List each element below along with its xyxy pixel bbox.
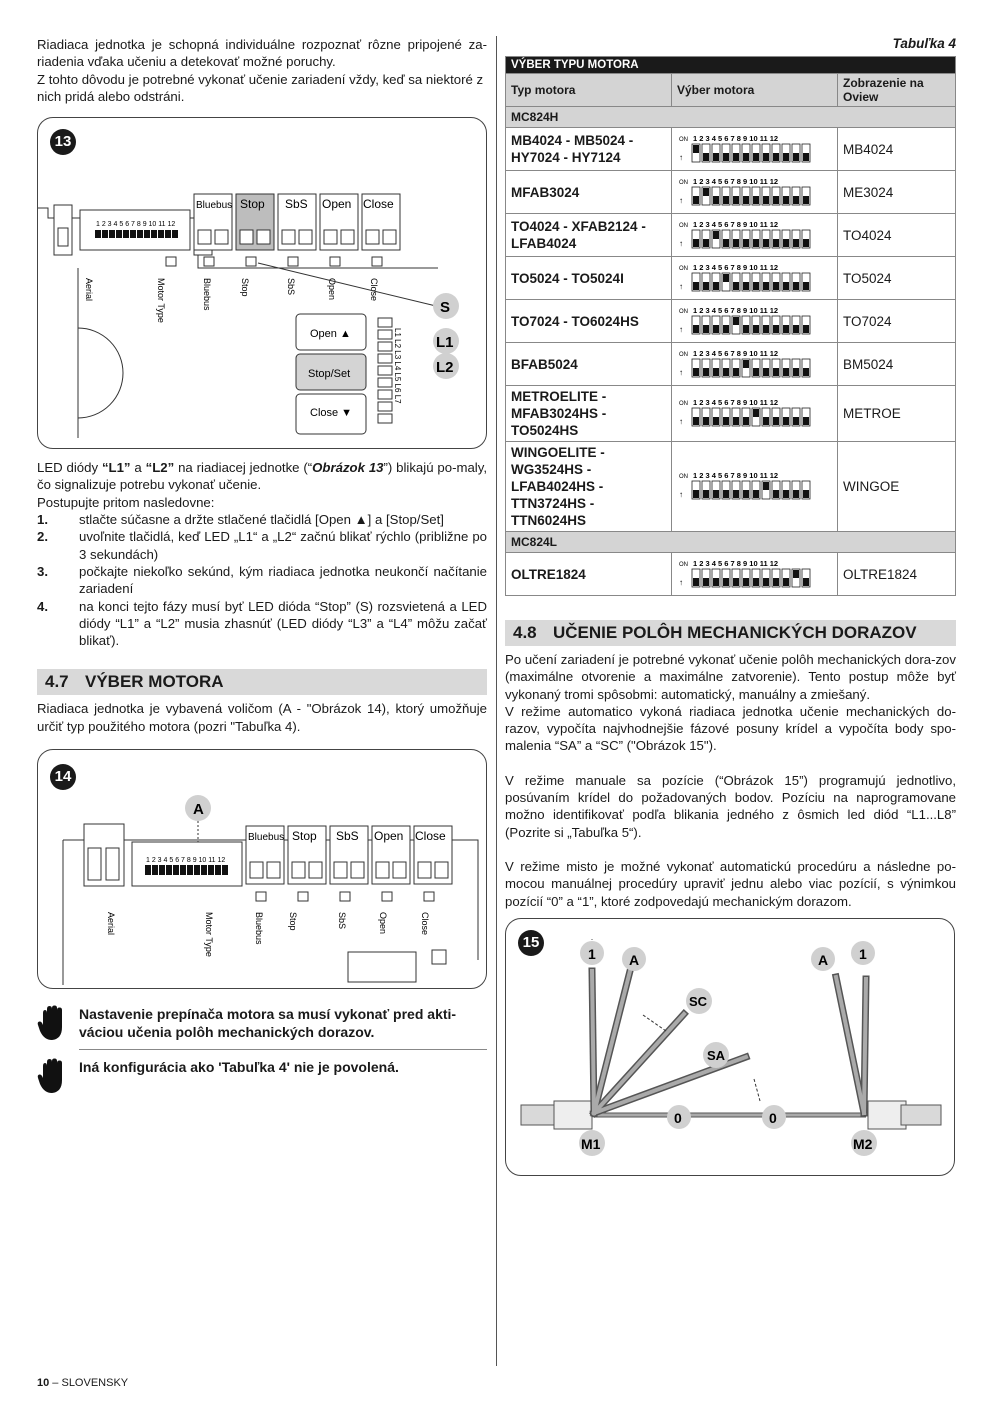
table-header-display: Zobrazenie na Oview <box>838 74 956 107</box>
table-row <box>506 300 956 343</box>
fig13-terminal-sbs: SbS <box>285 197 308 212</box>
dip-switch-knob <box>723 578 729 586</box>
figure-14-number: 14 <box>50 764 76 790</box>
dip-switch-knob <box>773 325 779 333</box>
dip-switch-knob <box>803 578 809 586</box>
oview-display-cell: TO5024 <box>838 257 956 300</box>
page-number: 10 <box>37 1377 50 1389</box>
table-group-row <box>506 532 956 553</box>
dip-switch-cell <box>672 128 838 171</box>
fig13-label-open: Open <box>327 278 337 301</box>
dip-switch-knob <box>693 325 699 333</box>
dip-switch-knob <box>763 578 769 586</box>
dip-switch-knob <box>713 490 719 498</box>
dip-switch-cell <box>672 553 838 596</box>
dip-switch-knob <box>773 196 779 204</box>
dip-numbers: 1 2 3 4 5 6 7 8 9 10 11 12 <box>693 262 779 272</box>
fig13-label-sbs: SbS <box>286 278 296 296</box>
figure-15-drawing <box>506 919 954 1175</box>
dip-switch-knob <box>763 196 769 204</box>
dip-switch-knob <box>753 239 759 247</box>
led-text-l2: “L2” <box>145 460 175 476</box>
fig13-callout-s: S <box>440 299 451 317</box>
dip-switch-knob <box>733 578 739 586</box>
column-divider <box>496 36 497 1366</box>
dip-switch-knob <box>713 368 719 376</box>
dip-switch-knob <box>763 239 769 247</box>
fig13-button-close: Close ▼ <box>310 407 353 420</box>
fig14-label-bluebus: Bluebus <box>254 912 264 945</box>
dip-switch-knob <box>733 153 739 161</box>
dip-switch-knob <box>773 239 779 247</box>
figure-14-drawing <box>38 750 486 988</box>
dip-numbers: 1 2 3 4 5 6 7 8 9 10 11 12 <box>693 305 779 315</box>
dip-switch-knob <box>773 153 779 161</box>
dip-switch-knob <box>693 239 699 247</box>
dip-switch-knob <box>783 325 789 333</box>
dip-arrow-icon: ↑ <box>679 238 683 248</box>
dip-on-label: ON <box>679 474 688 480</box>
step-item: 2. uvoľnite tlačidlá, keď LED „L1“ a „L2“ začnú blikať rýchlo (približne po 3 sekundách) <box>37 529 487 562</box>
warning-divider <box>79 1049 487 1050</box>
fig14-label-open: Open <box>378 912 388 935</box>
dip-switch-knob <box>693 282 699 290</box>
dip-switch-knob <box>753 578 759 586</box>
dip-switch-diagram <box>677 347 827 379</box>
fig14-label-close: Close <box>420 912 430 936</box>
fig13-terminal-bluebus: Bluebus <box>196 200 233 212</box>
figure-13-drawing <box>38 118 486 448</box>
step-item: 3. počkajte niekoľko sekúnd, kým riadiaca jednotka neukončí načítanie zariadení <box>37 563 487 597</box>
dip-switch-knob <box>743 282 749 290</box>
page-footer <box>37 1377 128 1389</box>
fig13-callout-l2: L2 <box>436 359 454 377</box>
dip-switch-knob <box>733 490 739 498</box>
fig13-terminal-close: Close <box>363 197 394 212</box>
dip-switch-cell <box>672 171 838 214</box>
dip-switch-cell <box>672 386 838 442</box>
oview-display-cell: WINGOE <box>838 442 956 532</box>
dip-numbers: 1 2 3 4 5 6 7 8 9 10 11 12 <box>693 176 779 186</box>
fig15-label-m1: M1 <box>581 1135 601 1152</box>
dip-switch-knob <box>773 578 779 586</box>
fig13-label-motor-type: Motor Type <box>156 278 166 324</box>
dip-switch-knob <box>703 239 709 247</box>
section-4-8-p3: V režime manuale sa pozície (“Obrázok 15”) programujú jednotlivo, posúvaním krídel do požadovaných bodov. Pozíciu na naprogramovane možno identifikovať podľa blikania jedného z ôsmich led diód “L1...L8” (Pozrite si „Tabuľka 5“). <box>505 772 956 840</box>
dip-switch-knob <box>753 153 759 161</box>
hand-stop-icon <box>37 1005 69 1041</box>
dip-switch-knob <box>713 325 719 333</box>
dip-switch-knob <box>783 490 789 498</box>
dip-switch-knob <box>773 368 779 376</box>
table-caption: VÝBER TYPU MOTORA <box>506 57 956 74</box>
oview-display-cell: METROE <box>838 386 956 442</box>
hand-stop-icon <box>37 1058 69 1094</box>
dip-switch-knob <box>803 490 809 498</box>
dip-switch-knob <box>703 325 709 333</box>
led-text-mid: na riadiacej jednotke (“ <box>174 460 313 476</box>
dip-on-label: ON <box>679 401 688 407</box>
proceed-text: Postupujte pritom nasledovne: <box>37 494 215 510</box>
dip-switch-knob <box>803 417 809 425</box>
dip-switch-cell <box>672 257 838 300</box>
dip-on-label: ON <box>679 265 688 272</box>
motor-type-cell: OLTRE1824 <box>506 553 672 596</box>
fig14-label-motor-type: Motor Type <box>204 912 214 957</box>
fig13-dip-numbers: 1 2 3 4 5 6 7 8 9 10 11 12 <box>96 221 176 229</box>
dip-switch-cell <box>672 214 838 257</box>
table-header-selection: Výber motora <box>672 74 838 107</box>
warning-2 <box>37 1058 487 1094</box>
fig13-label-bluebus: Bluebus <box>202 278 212 311</box>
dip-switch-knob <box>753 196 759 204</box>
dip-switch-knob <box>803 282 809 290</box>
dip-switch-knob <box>773 282 779 290</box>
dip-switch-diagram <box>677 218 827 250</box>
dip-numbers: 1 2 3 4 5 6 7 8 9 10 11 12 <box>693 398 779 407</box>
warning-1 <box>37 1005 487 1041</box>
dip-switch-knob <box>793 325 799 333</box>
dip-switch-knob <box>743 239 749 247</box>
dip-switch-knob <box>743 578 749 586</box>
oview-display-cell: BM5024 <box>838 343 956 386</box>
section-4-8-p1: Po učení zariadení je potrebné vykonať učenie polôh mechanických dora-zov (maximálne otvorenie a maximálne zatvorenie). Tento postup môže byť vykonaný tromi spôsobmi: automatický, manuálny a zmiešaný. <box>505 652 956 702</box>
fig13-label-stop: Stop <box>240 278 250 297</box>
step-item: 1. stlačte súčasne a držte stlačené tlačidlá [Open ▲] a [Stop/Set] <box>37 512 444 528</box>
dip-switch-knob <box>783 417 789 425</box>
dip-switch-knob <box>753 409 759 417</box>
figure-13 <box>37 117 487 449</box>
motor-table <box>505 56 956 596</box>
dip-arrow-icon: ↑ <box>679 324 683 334</box>
dip-switch-knob <box>723 274 729 282</box>
dip-switch-knob <box>763 368 769 376</box>
dip-switch-knob <box>773 490 779 498</box>
dip-switch-knob <box>793 196 799 204</box>
section-4-8-p4: V režime misto je možné vykonať automatickú procedúru a následne po-mocou manuálnej procedúry upraviť jednu alebo viac pozícií, s výnimkou pozícií “0” a “1”, ktoré zodpovedajú mechanickým dorazom. <box>505 858 956 909</box>
dip-switch-knob <box>733 317 739 325</box>
dip-switch-knob <box>693 145 699 153</box>
dip-switch-knob <box>773 417 779 425</box>
dip-switch-knob <box>763 325 769 333</box>
dip-switch-knob <box>703 490 709 498</box>
table-header-type: Typ motora <box>506 74 672 107</box>
dip-switch-knob <box>743 417 749 425</box>
figure-14 <box>37 749 487 989</box>
dip-switch-knob <box>723 325 729 333</box>
dip-switch-knob <box>753 325 759 333</box>
dip-switch-knob <box>783 239 789 247</box>
dip-switch-knob <box>713 417 719 425</box>
table-row <box>506 386 956 442</box>
dip-switch-knob <box>723 239 729 247</box>
fig14-terminal-sbs: SbS <box>336 829 359 844</box>
dip-switch-knob <box>733 282 739 290</box>
led-text-pre: LED diódy <box>37 460 102 476</box>
dip-numbers: 1 2 3 4 5 6 7 8 9 10 11 12 <box>693 558 779 568</box>
dip-switch-knob <box>733 239 739 247</box>
dip-switch-knob <box>743 360 749 368</box>
dip-numbers: 1 2 3 4 5 6 7 8 9 10 11 12 <box>693 133 779 143</box>
dip-switch-knob <box>713 231 719 239</box>
dip-switch-knob <box>783 578 789 586</box>
dip-switch-knob <box>793 282 799 290</box>
dip-arrow-icon: ↑ <box>679 490 683 499</box>
fig13-label-close: Close <box>369 278 379 302</box>
fig14-dip-numbers: 1 2 3 4 5 6 7 8 9 10 11 12 <box>146 857 226 865</box>
motor-type-cell: WINGOELITE - WG3524HS - LFAB4024HS - TTN3724HS - TTN6024HS <box>506 442 672 532</box>
warning-1-text: Nastavenie prepínača motora sa musí vykonať pred akti-váciou učenia polôh mechanických dorazov. <box>79 1006 457 1041</box>
dip-switch-knob <box>763 282 769 290</box>
dip-switch-knob <box>763 417 769 425</box>
dip-arrow-icon: ↑ <box>679 152 683 162</box>
dip-on-label: ON <box>679 351 688 358</box>
dip-arrow-icon: ↑ <box>679 417 683 426</box>
fig13-button-open: Open ▲ <box>310 328 351 341</box>
fig13-terminal-open: Open <box>322 197 352 212</box>
dip-switch-knob <box>693 578 699 586</box>
motor-type-cell: METROELITE - MFAB3024HS - TO5024HS <box>506 386 672 442</box>
fig14-terminal-close: Close <box>415 829 446 844</box>
dip-switch-knob <box>803 368 809 376</box>
section-4-8-p2: V režime automatico vykoná riadiaca jednotka učenie mechanických do-razov, vypočíta najvhodnejšie fázové posuny krídel a vypočíta body spo-malenia “SA” a “SC” ("Obrázok 15"). <box>505 703 956 754</box>
dip-switch-diagram <box>677 175 827 207</box>
dip-switch-knob <box>703 417 709 425</box>
fig14-label-sbs: SbS <box>337 912 347 930</box>
dip-switch-knob <box>703 153 709 161</box>
motor-type-cell: TO7024 - TO6024HS <box>506 300 672 343</box>
fig14-label-stop: Stop <box>288 912 298 931</box>
dip-switch-knob <box>733 196 739 204</box>
oview-display-cell: TO7024 <box>838 300 956 343</box>
dip-arrow-icon: ↑ <box>679 577 683 587</box>
fig15-label-m2: M2 <box>853 1135 873 1152</box>
led-text-post: ”) blikajú po-maly, čo signalizuje potrebu vykonať učenie. <box>37 460 488 493</box>
left-column <box>37 36 487 1094</box>
dip-switch-knob <box>703 368 709 376</box>
fig14-terminal-open: Open <box>374 829 404 844</box>
fig15-label-sc: SC <box>689 993 708 1009</box>
steps-list <box>37 511 487 649</box>
dip-switch-diagram <box>677 304 827 336</box>
fig13-callout-l1: L1 <box>436 334 454 352</box>
intro-paragraph-2: Z tohto dôvodu je potrebné vykonať učenie zariadení vždy, keď sa niektoré z nich pridá alebo odstráni. <box>37 71 484 104</box>
oview-display-cell: MB4024 <box>838 128 956 171</box>
dip-switch-knob <box>803 239 809 247</box>
dip-arrow-icon: ↑ <box>679 367 683 377</box>
fig15-label-sa: SA <box>707 1047 726 1063</box>
dip-switch-knob <box>723 417 729 425</box>
figure-13-number: 13 <box>50 129 76 155</box>
fig15-label-1-right: 1 <box>859 945 867 962</box>
oview-display-cell: TO4024 <box>838 214 956 257</box>
footer-language: – SLOVENSKY <box>49 1377 129 1389</box>
table-row <box>506 442 956 532</box>
dip-switch-knob <box>723 368 729 376</box>
dip-switch-knob <box>733 368 739 376</box>
fig14-callout-a: A <box>193 801 204 819</box>
dip-switch-knob <box>693 490 699 498</box>
dip-switch-knob <box>723 196 729 204</box>
dip-switch-knob <box>703 578 709 586</box>
dip-switch-knob <box>803 196 809 204</box>
fig13-led-labels: L1 L2 L3 L4 L5 L6 L7 <box>393 328 402 404</box>
intro-paragraph-1: Riadiaca jednotka je schopná individuálne rozpoznať rôzne pripojené za-riadenia vďaka učeniu a detekovať možné poruchy. <box>37 37 487 70</box>
dip-switch-knob <box>733 417 739 425</box>
motor-type-cell: BFAB5024 <box>506 343 672 386</box>
dip-switch-knob <box>763 482 769 490</box>
dip-switch-knob <box>803 153 809 161</box>
dip-on-label: ON <box>679 561 688 568</box>
table-4-label: Tabuľka 4 <box>892 36 956 51</box>
dip-switch-cell <box>672 300 838 343</box>
section-4-7-text: Riadiaca jednotka je vybavená voličom (A - "Obrázok 14), ktorý umožňuje určiť typ použitého motora (pozri "Tabuľka 4). <box>37 701 487 734</box>
led-text-l1: “L1” <box>101 460 131 476</box>
section-4-7-heading: 4.7 VÝBER MOTORA <box>37 669 487 695</box>
dip-switch-knob <box>713 578 719 586</box>
dip-switch-diagram <box>677 261 827 293</box>
dip-numbers: 1 2 3 4 5 6 7 8 9 10 11 12 <box>693 219 779 229</box>
dip-switch-knob <box>713 153 719 161</box>
dip-switch-diagram <box>677 132 827 164</box>
dip-numbers: 1 2 3 4 5 6 7 8 9 10 11 12 <box>693 348 779 358</box>
dip-switch-knob <box>693 417 699 425</box>
oview-display-cell: OLTRE1824 <box>838 553 956 596</box>
section-4-8-heading: 4.8 UČENIE POLÔH MECHANICKÝCH DORAZOV <box>505 620 956 646</box>
fig14-terminal-bluebus: Bluebus <box>248 832 285 844</box>
dip-numbers: 1 2 3 4 5 6 7 8 9 10 11 12 <box>693 471 779 480</box>
table-row <box>506 128 956 171</box>
oview-display-cell: ME3024 <box>838 171 956 214</box>
fig15-label-0-left: 0 <box>674 1109 682 1126</box>
led-paragraph <box>37 459 487 494</box>
fig13-terminal-stop: Stop <box>240 197 265 212</box>
fig13-label-aerial: Aerial <box>84 278 94 302</box>
dip-switch-knob <box>713 282 719 290</box>
table-row <box>506 343 956 386</box>
dip-switch-knob <box>763 153 769 161</box>
table-group-name: MC824L <box>506 532 956 553</box>
dip-switch-knob <box>753 368 759 376</box>
motor-type-cell: TO4024 - XFAB2124 - LFAB4024 <box>506 214 672 257</box>
dip-switch-knob <box>703 282 709 290</box>
dip-on-label: ON <box>679 308 688 315</box>
dip-switch-diagram <box>677 557 827 589</box>
right-column <box>505 36 956 1176</box>
dip-switch-knob <box>783 282 789 290</box>
dip-switch-knob <box>793 153 799 161</box>
dip-switch-knob <box>723 153 729 161</box>
table-row <box>506 257 956 300</box>
dip-switch-knob <box>723 490 729 498</box>
motor-type-cell: MB4024 - MB5024 - HY7024 - HY7124 <box>506 128 672 171</box>
dip-switch-knob <box>743 490 749 498</box>
table-group-row <box>506 107 956 128</box>
motor-type-cell: TO5024 - TO5024I <box>506 257 672 300</box>
dip-switch-knob <box>743 196 749 204</box>
table-row <box>506 553 956 596</box>
fig15-label-0-right: 0 <box>769 1109 777 1126</box>
step-item: 4. na konci tejto fázy musí byť LED dióda “Stop” (S) rozsvietená a LED diódy “L1” a “L2” musia zhasnúť (LED diódy “L3” a “L4” môžu začať blikať). <box>37 598 487 649</box>
dip-switch-knob <box>793 239 799 247</box>
dip-switch-knob <box>753 490 759 498</box>
fig14-terminal-stop: Stop <box>292 829 317 844</box>
dip-switch-cell <box>672 343 838 386</box>
dip-switch-knob <box>753 282 759 290</box>
dip-switch-knob <box>743 153 749 161</box>
figure-15-number: 15 <box>518 930 544 956</box>
motor-type-cell: MFAB3024 <box>506 171 672 214</box>
dip-switch-cell <box>672 442 838 532</box>
dip-switch-knob <box>793 570 799 578</box>
led-text-a: a <box>130 460 146 476</box>
fig13-button-stopset: Stop/Set <box>308 368 351 381</box>
fig14-label-aerial: Aerial <box>106 912 116 936</box>
fig15-label-a-left: A <box>629 951 640 968</box>
dip-arrow-icon: ↑ <box>679 195 683 205</box>
fig15-label-1-left: 1 <box>588 945 596 962</box>
dip-switch-knob <box>693 196 699 204</box>
warning-2-text: Iná konfigurácia ako 'Tabuľka 4' nie je povolená. <box>79 1059 399 1076</box>
dip-on-label: ON <box>679 222 688 229</box>
dip-on-label: ON <box>679 136 688 143</box>
dip-switch-knob <box>783 196 789 204</box>
table-row <box>506 214 956 257</box>
table-row <box>506 171 956 214</box>
dip-switch-diagram <box>677 469 827 501</box>
led-text-ref: Obrázok 13 <box>312 460 384 476</box>
dip-switch-knob <box>743 325 749 333</box>
dip-switch-knob <box>693 368 699 376</box>
dip-switch-diagram <box>677 396 827 428</box>
dip-switch-knob <box>703 188 709 196</box>
dip-switch-knob <box>793 417 799 425</box>
fig15-label-a-right: A <box>818 951 829 968</box>
dip-arrow-icon: ↑ <box>679 281 683 291</box>
table-group-name: MC824H <box>506 107 956 128</box>
figure-15 <box>505 918 955 1176</box>
dip-on-label: ON <box>679 179 688 186</box>
dip-switch-knob <box>713 196 719 204</box>
dip-switch-knob <box>803 325 809 333</box>
dip-switch-knob <box>793 490 799 498</box>
dip-switch-knob <box>793 368 799 376</box>
dip-switch-knob <box>783 368 789 376</box>
dip-switch-knob <box>783 153 789 161</box>
